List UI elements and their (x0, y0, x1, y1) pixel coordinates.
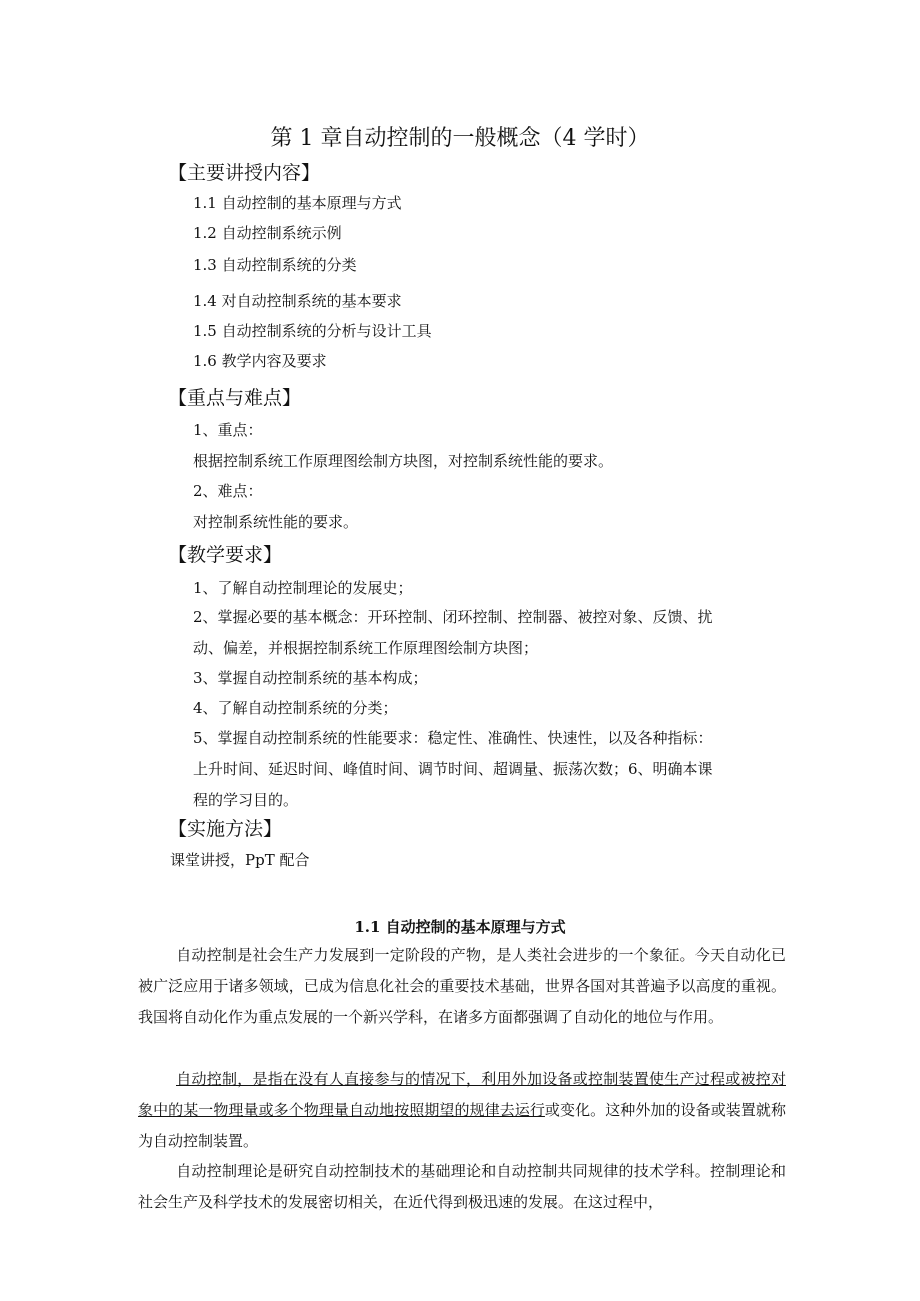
key-line: 2、难点： (193, 482, 263, 500)
paragraph-2-rest: 或变化。这种外加的设备或装置就称为自动控制装置。 (138, 1101, 786, 1150)
req-line: 上升时间、延迟时间、峰值时间、调节时间、超调量、振荡次数；6、明确本课 (193, 760, 713, 778)
req-line: 动、偏差，并根据控制系统工作原理图绘制方块图； (193, 639, 539, 657)
content-item: 1.3 自动控制系统的分类 (193, 256, 357, 274)
method-heading: 【实施方法】 (168, 818, 283, 840)
content-item: 1.5 自动控制系统的分析与设计工具 (193, 322, 432, 340)
paragraph-3-text: 自动控制理论是研究自动控制技术的基础理论和自动控制共同规律的技术学科。控制理论和社会生产及科学技术的发展密切相关，在近代得到极迅速的发展。在这过程中， (138, 1162, 786, 1211)
req-line: 5、掌握自动控制系统的性能要求：稳定性、准确性、快速性，以及各种指标： (193, 729, 713, 747)
chapter-title: 第 1 章自动控制的一般概念（4 学时） (270, 126, 650, 151)
content-item: 1.6 教学内容及要求 (193, 352, 327, 370)
key-heading: 【重点与难点】 (168, 387, 302, 409)
req-line: 4、了解自动控制系统的分类； (193, 699, 398, 717)
paragraph-3 (138, 1156, 786, 1218)
key-line: 根据控制系统工作原理图绘制方块图，对控制系统性能的要求。 (193, 452, 614, 470)
content-item: 1.4 对自动控制系统的基本要求 (193, 292, 402, 310)
paragraph-1 (138, 940, 786, 1033)
paragraph-1-text: 自动控制是社会生产力发展到一定阶段的产物，是人类社会进步的一个象征。今天自动化已被广泛应用于诸多领域，已成为信息化社会的重要技术基础，世界各国对其普遍予以高度的重视。我国将自动化作为重点发展的一个新兴学科，在诸多方面都强调了自动化的地位与作用。 (138, 946, 786, 1026)
section-title: 1.1 自动控制的基本原理与方式 (354, 918, 566, 936)
content-item: 1.1 自动控制的基本原理与方式 (193, 194, 402, 212)
content-heading: 【主要讲授内容】 (168, 162, 321, 184)
req-line: 2、掌握必要的基本概念：开环控制、闭环控制、控制器、被控对象、反馈、扰 (193, 608, 713, 626)
req-line: 3、掌握自动控制系统的基本构成； (193, 669, 428, 687)
key-line: 对控制系统性能的要求。 (193, 513, 359, 531)
key-line: 1、重点： (193, 421, 263, 439)
content-item: 1.2 自动控制系统示例 (193, 224, 342, 242)
req-line: 程的学习目的。 (193, 791, 299, 809)
definition-underlined: 自动控制，是指在没有人直接参与的情况下，利用外加设备或控制装置使生产过程或被控对象中的某一物理量或多个物理量自动地按照期望的规律去运行 (138, 1070, 786, 1119)
req-line: 1、了解自动控制理论的发展史； (193, 579, 413, 597)
paragraph-2 (138, 1064, 786, 1157)
method-text: 课堂讲授，PpT 配合 (170, 851, 310, 869)
requirements-heading: 【教学要求】 (168, 544, 283, 566)
